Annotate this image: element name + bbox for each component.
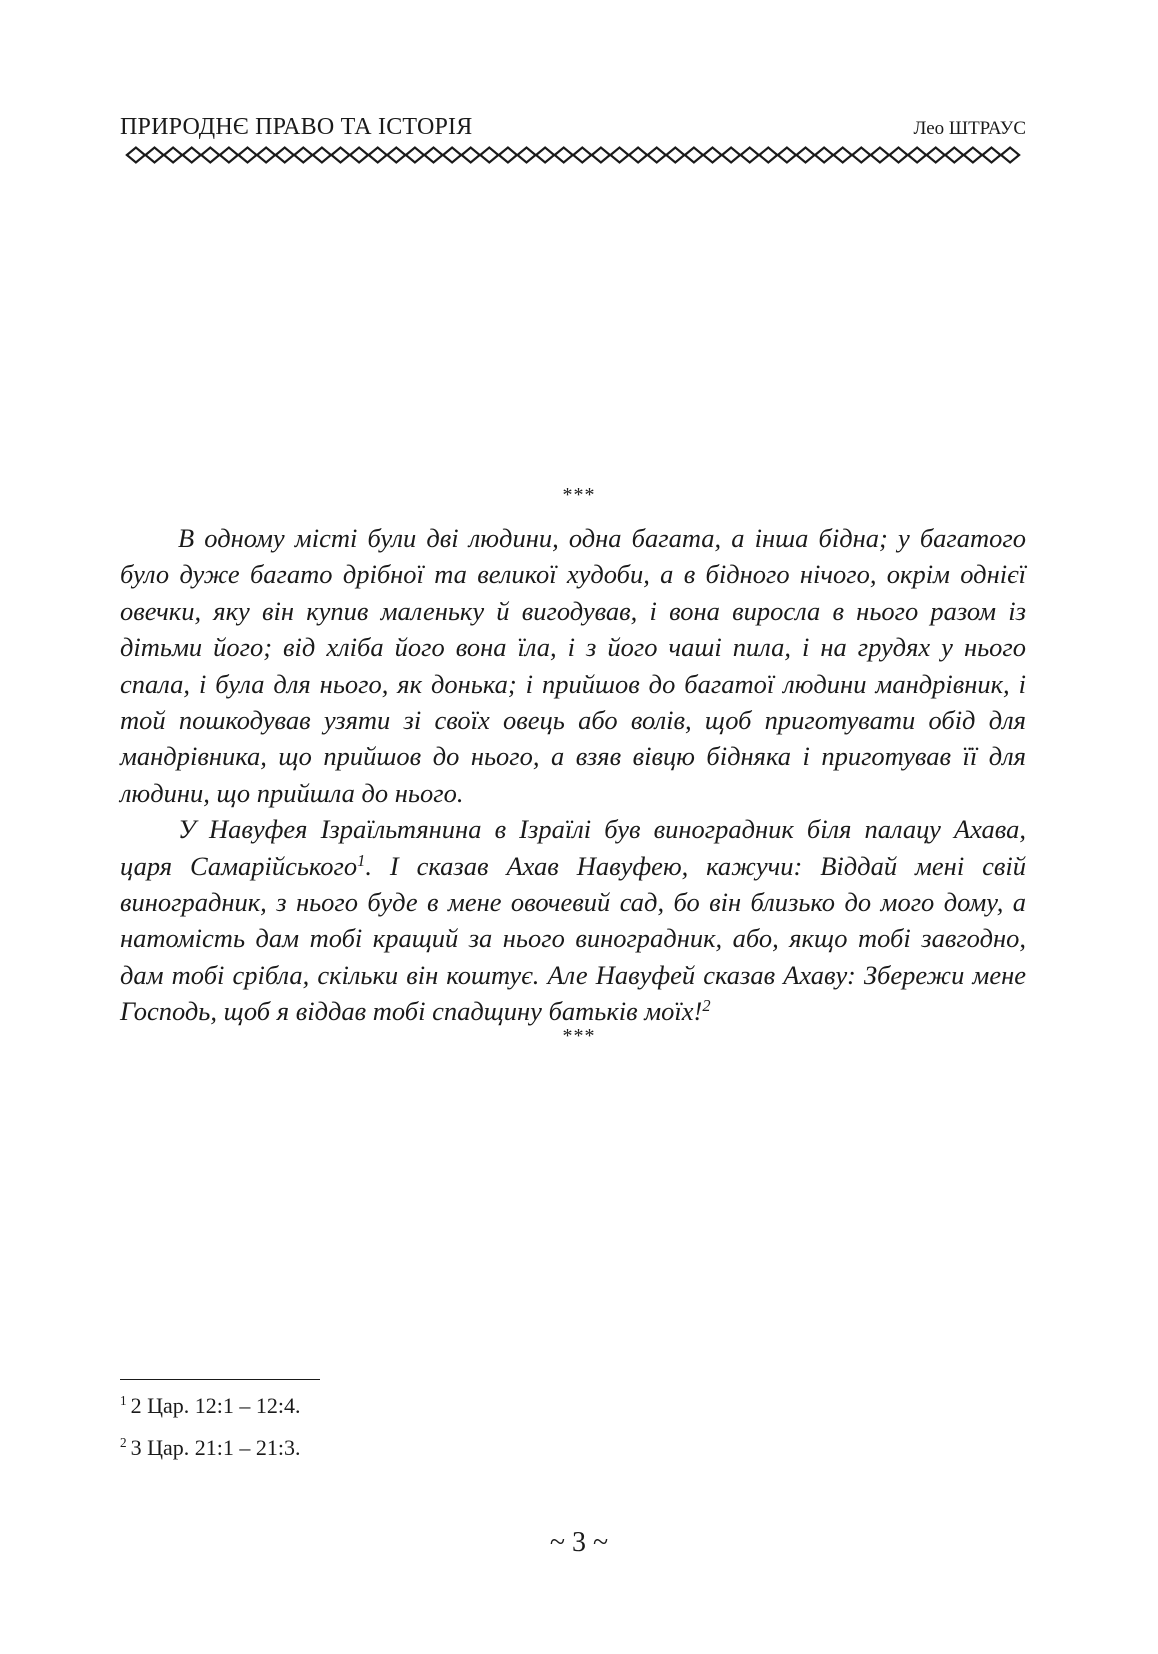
ornament-diamond xyxy=(462,148,480,163)
footnote-ref-1: 1 xyxy=(357,850,366,870)
ornament-diamond xyxy=(480,148,498,163)
ornament-diamond xyxy=(722,148,740,163)
ornament-diamond xyxy=(648,148,666,163)
ornament-diamond xyxy=(778,148,796,163)
ornament-diamond xyxy=(927,148,945,163)
ornament-diamond xyxy=(629,148,647,163)
footnote-1 xyxy=(120,1393,1026,1419)
ornament-diamond xyxy=(573,148,591,163)
ornament-diamond xyxy=(741,148,759,163)
ornament-diamond xyxy=(146,148,164,163)
footnote-divider xyxy=(120,1379,320,1380)
ornament-diamond xyxy=(220,148,238,163)
ornament-diamond xyxy=(815,148,833,163)
ornament-diamond xyxy=(239,148,257,163)
ornament-diamond xyxy=(592,148,610,163)
footnote-2 xyxy=(120,1435,1026,1461)
ornament-diamond xyxy=(611,148,629,163)
ornament-diamond xyxy=(555,148,573,163)
section-separator-top: *** xyxy=(562,484,596,506)
ornament-diamond xyxy=(834,148,852,163)
ornament-diamond xyxy=(201,148,219,163)
diamond-chain-ornament-icon xyxy=(120,145,1026,165)
author-name: Лео ШТРАУС xyxy=(913,118,1026,139)
ornament-diamond xyxy=(387,148,405,163)
ornament-diamond xyxy=(294,148,312,163)
ornament-diamond xyxy=(443,148,461,163)
paragraph-2-text-a: У Навуфея Ізраїльтянина в Ізраїлі був виноградник біля палацу Ахава, царя Самарійського xyxy=(120,814,1026,881)
ornament-diamond xyxy=(369,148,387,163)
footnote-1-text: 2 Цар. 12:1 – 12:4. xyxy=(130,1393,301,1418)
ornament-diamond xyxy=(332,148,350,163)
ornament-diamond xyxy=(666,148,684,163)
footnote-1-number: 1 xyxy=(120,1393,127,1409)
ornament-diamond xyxy=(406,148,424,163)
ornament-diamond xyxy=(871,148,889,163)
footnote-ref-2: 2 xyxy=(702,996,711,1016)
ornament-diamond xyxy=(425,148,443,163)
footnote-2-text: 3 Цар. 21:1 – 21:3. xyxy=(130,1435,301,1460)
ornament-diamond xyxy=(499,148,517,163)
ornament-diamond xyxy=(759,148,777,163)
ornament-diamond xyxy=(276,148,294,163)
book-title: ПРИРОДНЄ ПРАВО ТА ІСТОРІЯ xyxy=(120,114,473,140)
ornament-diamond xyxy=(350,148,368,163)
section-separator-bottom: *** xyxy=(562,1025,596,1047)
ornament-diamond xyxy=(890,148,908,163)
ornament-diamond xyxy=(983,148,1001,163)
ornament-diamond xyxy=(127,148,145,163)
ornament-diamond xyxy=(945,148,963,163)
running-header xyxy=(120,114,1026,140)
ornament-diamond xyxy=(518,148,536,163)
ornament-diamond xyxy=(908,148,926,163)
footnote-2-number: 2 xyxy=(120,1435,127,1451)
ornament-diamond xyxy=(164,148,182,163)
footnotes xyxy=(120,1393,1026,1477)
paragraph-2 xyxy=(120,811,1026,1029)
ornament-diamond xyxy=(797,148,815,163)
ornament-diamond xyxy=(536,148,554,163)
ornament-diamond xyxy=(685,148,703,163)
ornament-diamond xyxy=(704,148,722,163)
paragraph-1: В одному місті були дві людини, одна багата, а інша бідна; у багатого було дуже багато дрібної та великої худоби, а в бідного нічого, окрім однієї овечки, яку він купив маленьку й вигодував, і вона виросла в нього разом із дітьми його; від хліба його вона їла, і з його чаші пила, і на грудях у нього спала, і була для нього, як донька; і прийшов до багатої людини мандрівник, і той пошкодував узяти зі своїх овець або волів, щоб приготувати обід для мандрівника, що прийшов до нього, а взяв вівцю бідняка і приготував її для людини, що прийшла до нього. xyxy=(120,523,1026,808)
ornament-diamond xyxy=(313,148,331,163)
ornament-diamond xyxy=(257,148,275,163)
ornament-diamond xyxy=(1001,148,1019,163)
page-number: ~ 3 ~ xyxy=(549,1527,609,1558)
ornament-diamond xyxy=(852,148,870,163)
ornament-diamond xyxy=(964,148,982,163)
body-text xyxy=(120,520,1026,1030)
ornament-diamond xyxy=(183,148,201,163)
paragraph-2-text-b: . І сказав Ахав Навуфею, кажучи: Віддай мені свій виноградник, з нього буде в мене овочевий сад, бо він близько до мого дому, а натомість дам тобі кращий за нього виноградник, або, якщо тобі завгодно, дам тобі срібла, скільки він коштує. Але Навуфей сказав Ахаву: Збережи мене Господь, щоб я віддав тобі спадщину батьків моїх! xyxy=(120,850,1026,1027)
